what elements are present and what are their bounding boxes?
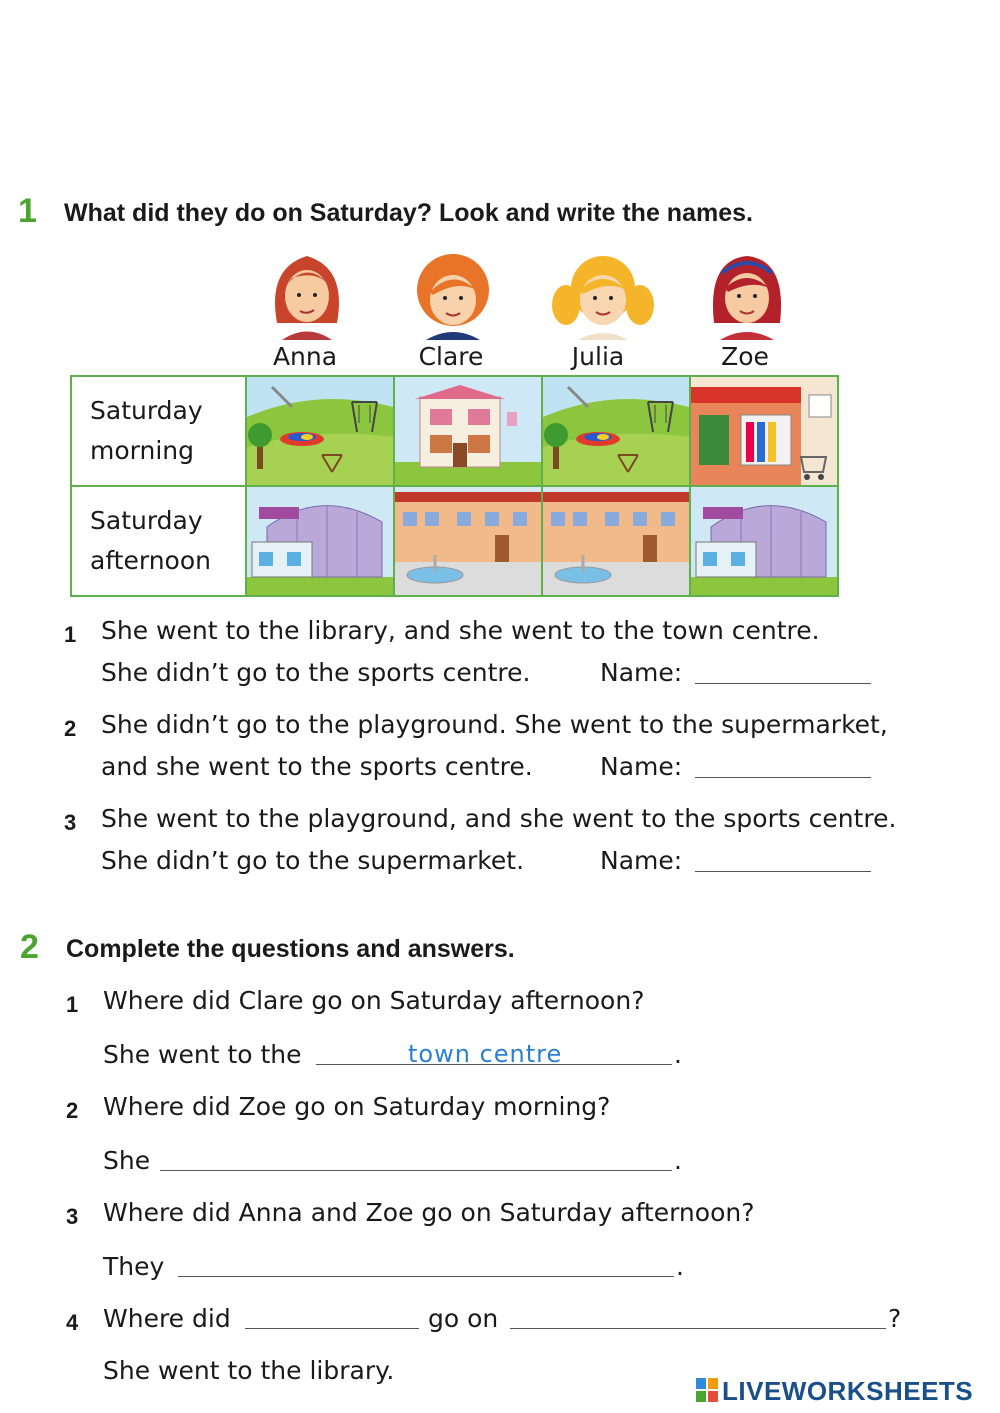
- clare-face-picture: [408, 250, 498, 340]
- exercise-1-title: What did they do on Saturday? Look and write the names.: [64, 199, 753, 227]
- ex2-item-1-question: Where did Clare go on Saturday afternoon?: [103, 986, 645, 1015]
- ex2-item-4-answer: She went to the library.: [103, 1356, 395, 1385]
- ex2-item-1-end: .: [674, 1040, 682, 1069]
- playground-picture: [247, 377, 393, 485]
- grid-row-morning: [71, 376, 838, 486]
- zoe-face-picture: [702, 248, 792, 340]
- ex1-item-3-name-blank[interactable]: [695, 871, 871, 872]
- ex1-item-1-number: 1: [64, 622, 77, 647]
- cell-clare-morning: [394, 376, 542, 486]
- cell-zoe-morning: [690, 376, 838, 486]
- row-label-afternoon: [71, 486, 246, 596]
- cell-julia-afternoon: [542, 486, 690, 596]
- girl-name-zoe: Zoe: [721, 342, 769, 371]
- ex1-item-3-line1: She went to the playground, and she went to the sports centre.: [101, 804, 897, 833]
- cell-clare-afternoon: [394, 486, 542, 596]
- row-label-line: Saturday: [90, 506, 203, 535]
- supermarket-picture: [691, 377, 837, 485]
- girl-name-anna: Anna: [272, 342, 338, 371]
- ex1-item-1-line1: She went to the library, and she went to the town centre.: [101, 616, 820, 645]
- ex2-item-1-filled-answer: town centre: [408, 1040, 563, 1068]
- town-centre-picture: [395, 487, 541, 595]
- row-label-line: Saturday: [90, 396, 203, 425]
- ex1-item-3-name-label: Name:: [600, 846, 683, 875]
- town-centre-picture: [543, 487, 689, 595]
- ex1-item-2-line1: She didn’t go to the playground. She went to the supermarket,: [101, 710, 888, 739]
- cell-julia-morning: [542, 376, 690, 486]
- liveworksheets-logo-icon: [696, 1378, 718, 1402]
- ex2-item-3-answer-start: They: [103, 1252, 165, 1281]
- row-label-line: morning: [90, 436, 194, 465]
- ex2-item-3-end: .: [676, 1252, 684, 1281]
- ex2-item-4-name-blank[interactable]: [245, 1328, 419, 1329]
- cell-zoe-afternoon: [690, 486, 838, 596]
- anna-face-picture: [262, 248, 352, 340]
- ex2-item-2-answer-blank[interactable]: [160, 1170, 672, 1171]
- library-picture: [395, 377, 541, 485]
- ex2-item-4-question-end: ?: [888, 1304, 902, 1333]
- grid-row-afternoon: [71, 486, 838, 596]
- cell-anna-afternoon: [246, 486, 394, 596]
- ex2-item-3-number: 3: [66, 1204, 79, 1229]
- julia-face-picture: [548, 250, 658, 340]
- ex2-item-4-question-part1: Where did: [103, 1304, 231, 1333]
- exercise-1-number: 1: [18, 192, 37, 230]
- ex1-item-2-name-blank[interactable]: [695, 777, 871, 778]
- ex2-item-3-question: Where did Anna and Zoe go on Saturday afternoon?: [103, 1198, 755, 1227]
- ex1-item-2-name-label: Name:: [600, 752, 683, 781]
- ex2-item-3-answer-blank[interactable]: [178, 1276, 674, 1277]
- ex2-item-4-question-part2: go on: [428, 1304, 499, 1333]
- row-label-morning: [71, 376, 246, 486]
- ex2-item-4-time-blank[interactable]: [510, 1328, 886, 1329]
- girl-name-julia: Julia: [571, 342, 625, 371]
- ex2-item-4-number: 4: [66, 1310, 79, 1335]
- row-label-line: afternoon: [90, 546, 211, 575]
- ex2-item-2-end: .: [674, 1146, 682, 1175]
- sports-centre-picture: [691, 487, 837, 595]
- ex1-item-3-line2: She didn’t go to the supermarket.: [101, 846, 525, 875]
- ex2-item-1-answer-start: She went to the: [103, 1040, 302, 1069]
- ex2-item-2-answer-start: She: [103, 1146, 151, 1175]
- exercise-2-title: Complete the questions and answers.: [66, 935, 515, 963]
- sports-centre-picture: [247, 487, 393, 595]
- ex1-item-2-line2: and she went to the sports centre.: [101, 752, 533, 781]
- ex2-item-2-number: 2: [66, 1098, 79, 1123]
- ex1-item-1-name-blank[interactable]: [695, 683, 871, 684]
- ex2-item-2-question: Where did Zoe go on Saturday morning?: [103, 1092, 611, 1121]
- girl-name-clare: Clare: [418, 342, 484, 371]
- ex1-item-3-number: 3: [64, 810, 77, 835]
- liveworksheets-logo-text: LIVEWORKSHEETS: [722, 1376, 974, 1406]
- ex1-item-1-name-label: Name:: [600, 658, 683, 687]
- ex1-item-1-line2: She didn’t go to the sports centre.: [101, 658, 531, 687]
- exercise-2-number: 2: [20, 928, 39, 966]
- ex1-item-2-number: 2: [64, 716, 77, 741]
- ex2-item-1-number: 1: [66, 992, 79, 1017]
- playground-picture: [543, 377, 689, 485]
- cell-anna-morning: [246, 376, 394, 486]
- activity-grid: [70, 375, 839, 597]
